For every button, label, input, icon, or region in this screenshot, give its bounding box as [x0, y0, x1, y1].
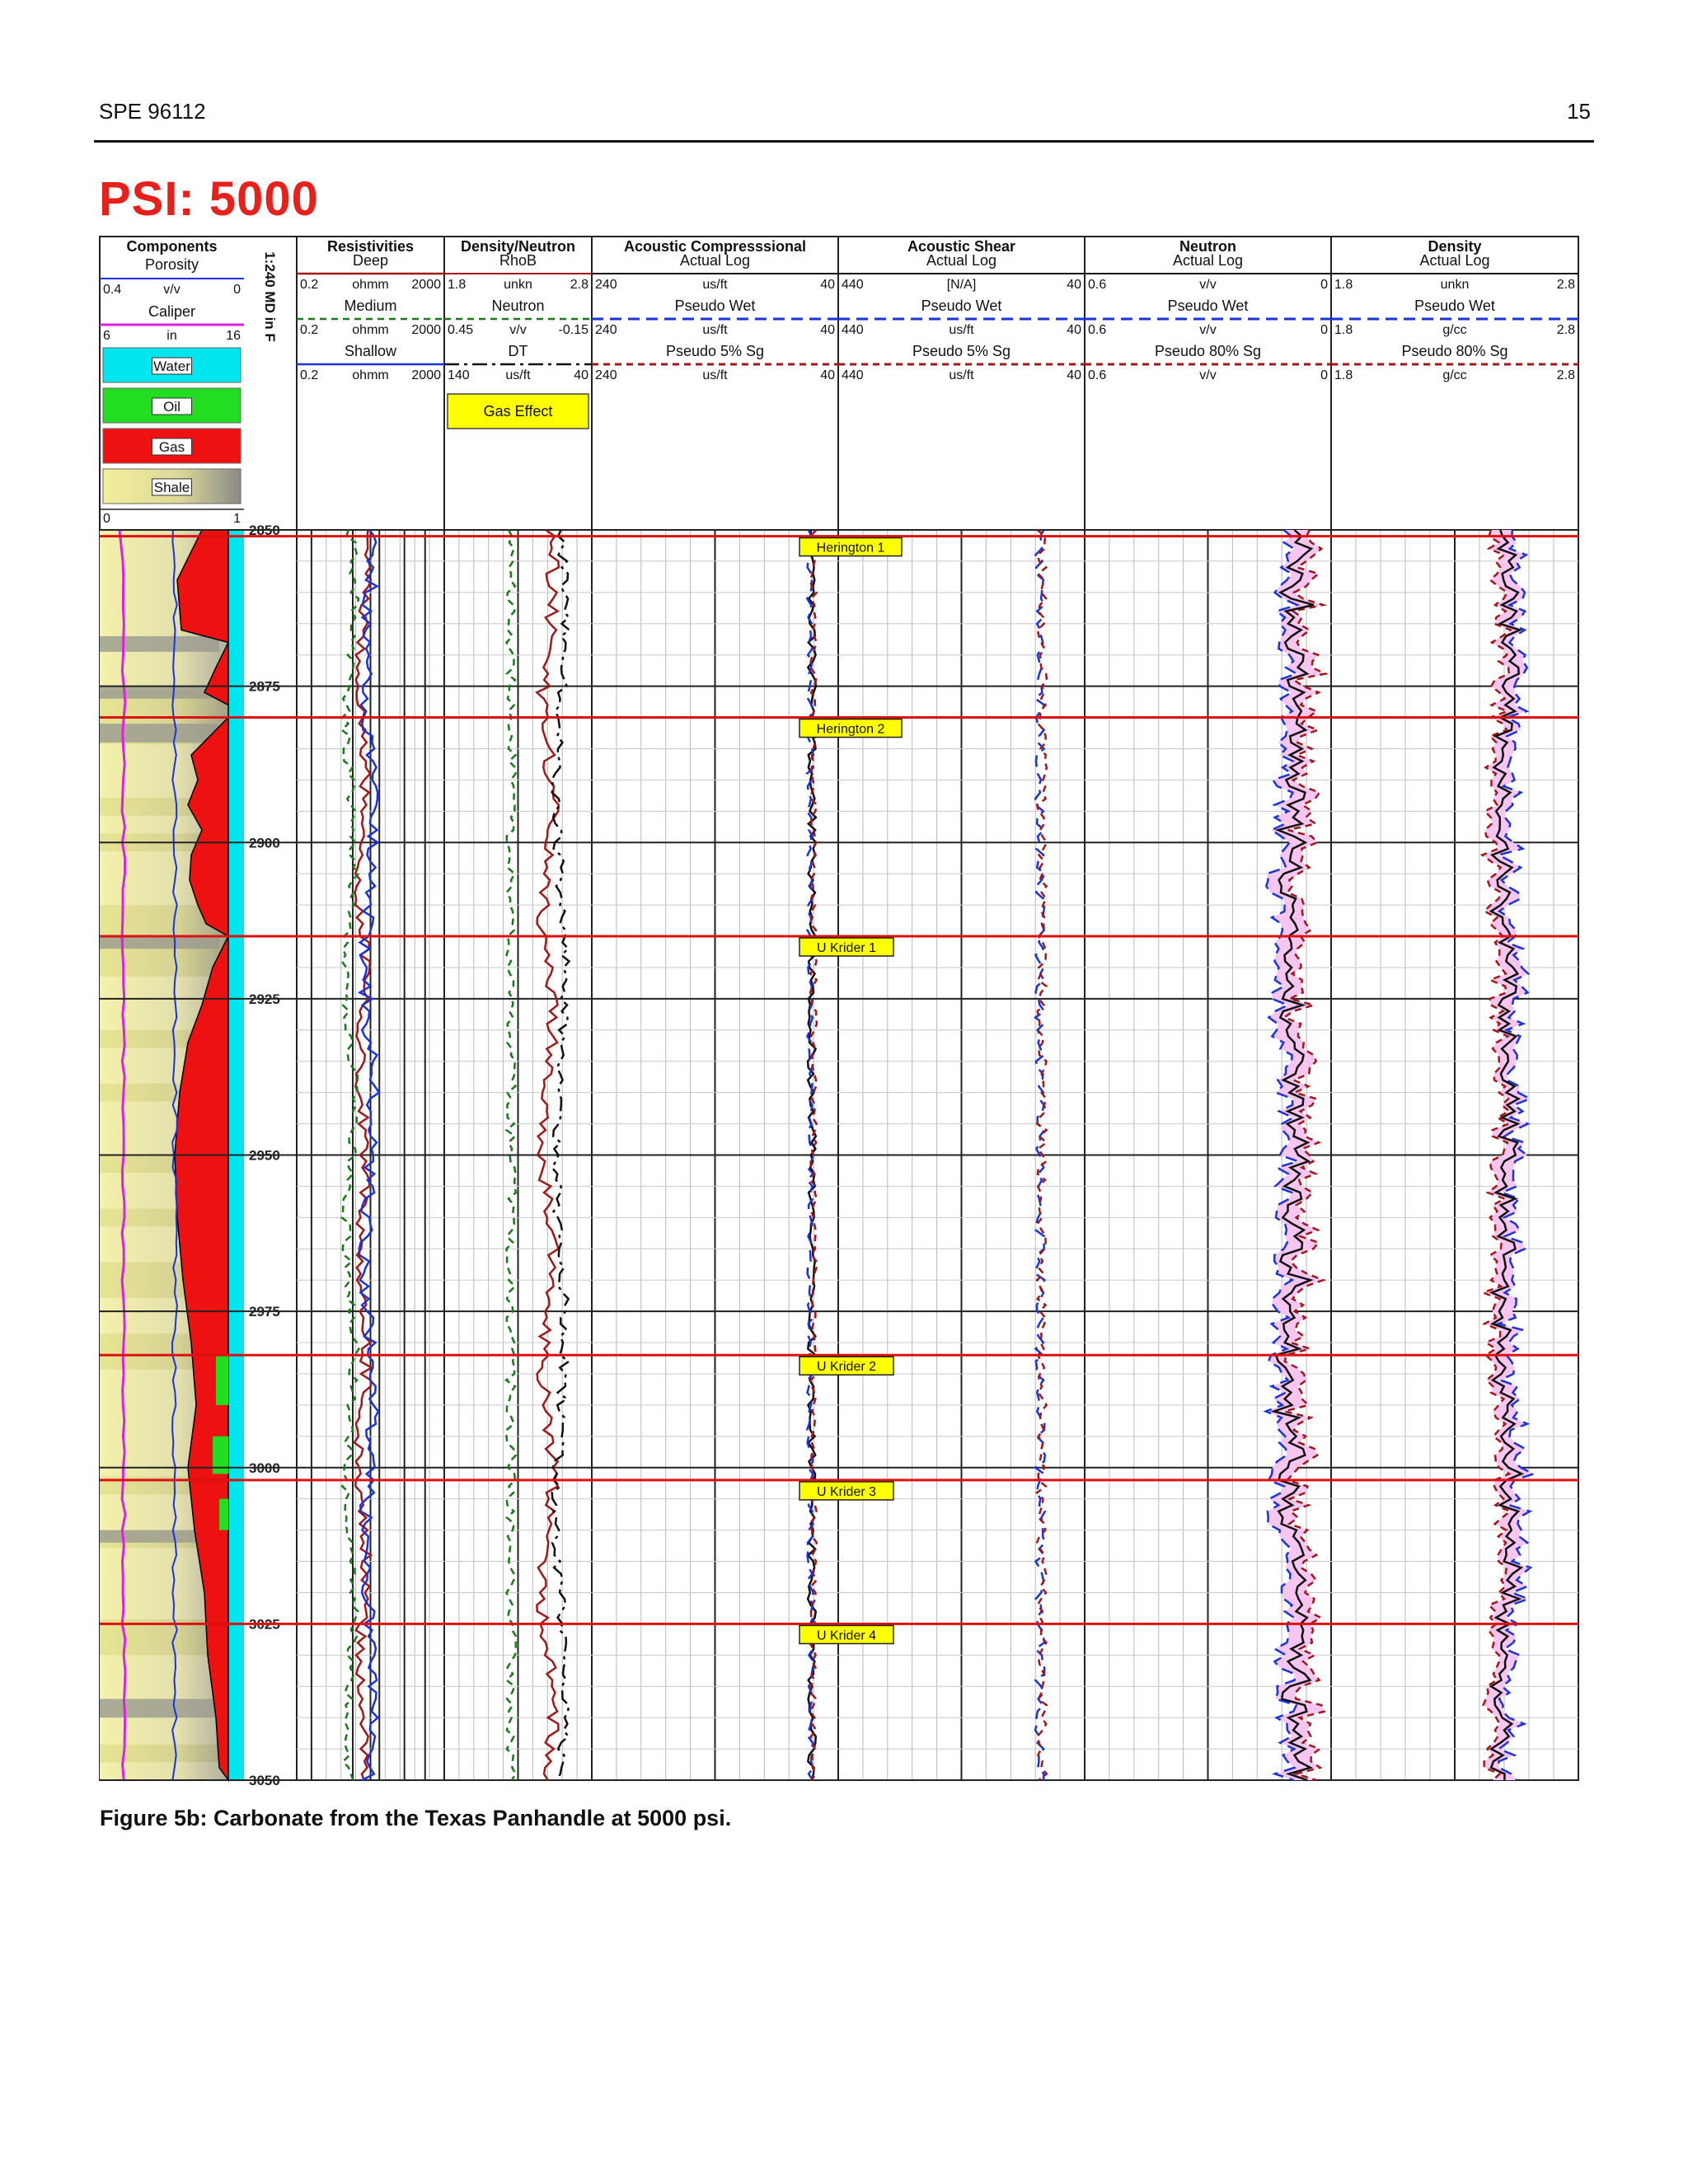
scale-max: 2.8	[1556, 368, 1575, 382]
scale-unit: v/v	[1199, 278, 1217, 292]
legend-label: Water	[153, 359, 190, 374]
formation-top-label: U Krider 1	[816, 941, 877, 956]
curve-name: Pseudo 80% Sg	[1401, 343, 1508, 359]
scale-unit: unkn	[1440, 278, 1470, 292]
scale-max: 0	[1320, 368, 1328, 382]
depth-tick-label: 2850	[249, 523, 280, 538]
scale-max: 40	[574, 368, 588, 382]
depth-tick-label: 3025	[249, 1616, 280, 1633]
scale-max: 2.8	[570, 278, 588, 292]
scale-min: 440	[842, 323, 864, 337]
formation-top-label: U Krider 2	[816, 1360, 877, 1375]
figure-title: PSI: 5000	[99, 172, 319, 226]
page-number: 15	[1567, 99, 1591, 124]
depth-tick-label: 3000	[249, 1460, 280, 1476]
depth-axis-label: 1:240 MD in F	[262, 251, 278, 342]
curve-name: Shallow	[344, 343, 397, 359]
depth-tick-label: 2950	[249, 1147, 280, 1164]
oil-fill	[219, 1499, 228, 1530]
curve-name: DT	[508, 343, 528, 359]
scale-unit: unkn	[504, 278, 532, 292]
scale-unit: in	[166, 329, 177, 343]
scale-unit: v/v	[1199, 368, 1217, 382]
curve-name: Medium	[344, 298, 397, 314]
scale-min: 240	[595, 323, 617, 337]
formation-top-label: U Krider 4	[816, 1629, 877, 1643]
scale-max: 40	[1067, 368, 1081, 382]
shale-dark-band	[100, 724, 219, 743]
scale-max: 2000	[411, 323, 441, 337]
curve-name: Actual Log	[1419, 252, 1490, 269]
curve-name: Pseudo Wet	[1414, 298, 1495, 314]
scale-min: 1.8	[1334, 278, 1353, 292]
curve-name: Deep	[352, 252, 389, 269]
curve-name: Pseudo 5% Sg	[665, 343, 765, 359]
curve-name: Caliper	[148, 303, 196, 320]
scale-min: 240	[595, 278, 617, 292]
scale-max: 2.8	[1556, 323, 1575, 337]
scale-unit: v/v	[163, 283, 181, 297]
scale-unit: v/v	[1199, 323, 1217, 337]
scale-min: 1.8	[448, 278, 467, 292]
scale-max: 40	[1067, 323, 1081, 337]
scale-unit: v/v	[509, 323, 527, 337]
depth-tick-label: 2900	[249, 835, 280, 851]
scale-min: 0.2	[300, 368, 319, 382]
shale-dark-band	[100, 687, 219, 699]
track-title: Density/Neutron	[460, 238, 576, 255]
depth-tick-label: 2925	[249, 991, 280, 1007]
scale-min: 0.2	[300, 323, 319, 337]
track-title: Resistivities	[326, 238, 415, 255]
scale-max: 0	[1320, 278, 1328, 292]
scale-min: 0.45	[448, 323, 474, 337]
scale-min: 0.6	[1088, 368, 1107, 382]
depth-tick-label: 2875	[249, 678, 280, 695]
legend-label: Gas	[158, 439, 185, 455]
scale-max: 0	[1320, 323, 1328, 337]
scale-unit: us/ft	[949, 323, 974, 337]
paper-id: SPE 96112	[99, 99, 206, 124]
curve-name: Neutron	[491, 298, 545, 314]
scale-min: 440	[842, 278, 864, 292]
scale-min: 6	[103, 329, 110, 343]
curve-name: Pseudo Wet	[921, 298, 1002, 314]
figure-caption: Figure 5b: Carbonate from the Texas Panhandle at 5000 psi.	[100, 1806, 732, 1830]
shale-dark-band	[100, 936, 219, 949]
scale-min: 0.6	[1088, 323, 1107, 337]
curve-name: Pseudo 80% Sg	[1154, 343, 1262, 359]
scale-unit: us/ft	[702, 278, 728, 292]
depth-tick-label: 2975	[249, 1304, 280, 1320]
formation-top-label: U Krider 3	[816, 1484, 877, 1499]
scale-unit: us/ft	[949, 368, 974, 382]
depth-tick-label: 3050	[249, 1773, 280, 1788]
track-title: Neutron	[1179, 238, 1236, 255]
scale-max: 16	[226, 329, 241, 343]
shale-dark-band	[100, 636, 219, 652]
scale-min: 0.2	[300, 278, 319, 292]
scale-unit: ohmm	[352, 323, 389, 337]
curve-name: Pseudo 5% Sg	[912, 343, 1011, 359]
curve-name: Porosity	[144, 256, 199, 273]
scale-min: 1.8	[1334, 368, 1353, 382]
curve-name: Pseudo Wet	[674, 298, 756, 314]
track-title: Components	[126, 238, 218, 255]
scale-max: 0	[233, 283, 241, 297]
scale-max: 40	[1067, 278, 1081, 292]
formation-top-label: Herington 2	[816, 722, 885, 737]
scale-max: 40	[820, 323, 835, 337]
scale-min: 0	[103, 512, 110, 526]
scale-max: 1	[233, 512, 241, 526]
curve-name: Actual Log	[1172, 252, 1244, 269]
scale-max: 2.8	[1556, 278, 1575, 292]
scale-max: 2000	[411, 278, 441, 292]
curve-name: Actual Log	[926, 252, 997, 269]
curve-name: Pseudo Wet	[1167, 298, 1249, 314]
oil-fill	[216, 1355, 228, 1405]
scale-min: 140	[448, 368, 470, 382]
formation-top-label: Herington 1	[816, 541, 885, 555]
scale-unit: ohmm	[352, 278, 389, 292]
scale-max: 40	[820, 368, 835, 382]
scale-min: 1.8	[1334, 323, 1353, 337]
scale-unit: g/cc	[1442, 323, 1467, 337]
legend-label: Oil	[163, 399, 181, 415]
curve-name: Actual Log	[679, 252, 751, 269]
scale-unit: us/ft	[702, 368, 728, 382]
scale-min: 240	[595, 368, 617, 382]
scale-unit: g/cc	[1442, 368, 1467, 382]
scale-max: 2000	[411, 368, 441, 382]
track-title: Density	[1428, 238, 1482, 255]
scale-unit: us/ft	[505, 368, 531, 382]
scale-min: 0.4	[103, 283, 122, 297]
scale-min: 440	[842, 368, 864, 382]
track-title: Acoustic Shear	[907, 238, 1016, 255]
scale-min: 0.6	[1088, 278, 1107, 292]
legend-label: Shale	[153, 480, 190, 495]
curve-name: RhoB	[499, 252, 537, 269]
scale-unit: [N/A]	[946, 278, 977, 292]
scale-max: -0.15	[558, 323, 588, 337]
scale-max: 40	[820, 278, 835, 292]
shale-dark-band	[100, 1699, 219, 1718]
track-title: Acoustic Compresssional	[623, 238, 807, 255]
scale-unit: us/ft	[702, 323, 728, 337]
gas-effect-label: Gas Effect	[483, 403, 553, 419]
scale-unit: ohmm	[352, 368, 389, 382]
